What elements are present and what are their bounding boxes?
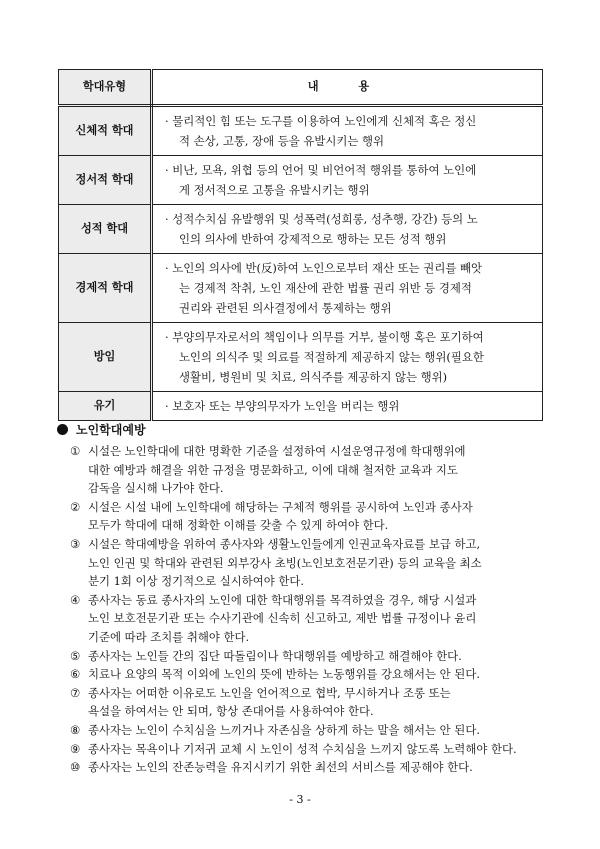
list-item: [57, 591, 547, 647]
section-title: [57, 419, 547, 439]
description-line: 는 경제적 착취, 노인 재산에 관한 법률 권리 위반 등 경제적: [179, 281, 472, 295]
item-text: [88, 758, 547, 777]
item-line: 욕설을 하여서는 안 되며, 항상 존대어를 사용하여야 한다.: [88, 704, 374, 719]
item-line: 기준에 따라 조치를 취해야 한다.: [88, 629, 250, 644]
description-line: 인의 의사에 반하여 강제적으로 행하는 모든 성적 행위: [179, 232, 447, 246]
table-row: [59, 254, 543, 323]
table-row: [59, 205, 543, 254]
page-number: - 3 -: [289, 793, 311, 806]
table-row: [59, 156, 543, 205]
list-item: [57, 721, 547, 740]
item-line: 종사자는 노인의 잔존능력을 유지시키기 위한 최선의 서비스를 제공해야 한다.: [88, 760, 473, 775]
item-line: 모두가 학대에 대해 정확한 이해를 갖출 수 있게 하여야 한다.: [88, 518, 389, 533]
item-number: ⑦: [70, 685, 81, 700]
item-text: [88, 665, 547, 684]
item-line: 노인 인권 및 학대와 관련된 외부강사 초빙(노인보호전문기관) 등의 교육을 최소: [88, 555, 482, 570]
item-line: 시설은 학대예방을 위하여 종사자와 생활노인들에게 인권교육자료를 보급 하고,: [88, 536, 481, 551]
abuse-description: [152, 392, 543, 421]
list-item: [57, 758, 547, 777]
item-number: ②: [70, 499, 81, 514]
description-line: · 비난, 모욕, 위협 등의 언어 및 비언어적 행위를 통하여 노인에: [165, 163, 477, 177]
header-content: 내 용: [152, 70, 543, 106]
description-line: · 성적수치심 유발행위 및 성폭력(성희롱, 성추행, 강간) 등의 노: [165, 212, 478, 226]
abuse-type-label: 신체적 학대: [59, 106, 152, 156]
item-text: [88, 442, 547, 498]
abuse-types-table: [58, 69, 543, 421]
item-line: 종사자는 동료 종사자의 노인에 대한 학대행위를 목격하였을 경우, 해당 시설과: [88, 592, 477, 607]
description-line: 생활비, 병원비 및 치료, 의식주를 제공하지 않는 행위): [179, 370, 448, 384]
description-line: · 부양의무자로서의 책임이나 의무를 거부, 불이행 혹은 포기하여: [165, 330, 484, 344]
abuse-type-label: 경제적 학대: [59, 254, 152, 323]
bullet-dot-icon: [57, 424, 68, 435]
abuse-type-label: 성적 학대: [59, 205, 152, 254]
abuse-description: [152, 254, 543, 323]
abuse-description: [152, 323, 543, 392]
table-header-row: [59, 70, 543, 106]
list-item: [57, 498, 547, 535]
item-line: 감독을 실시해 나가야 한다.: [88, 481, 224, 496]
item-number: ⑩: [70, 760, 81, 775]
table-row: [59, 106, 543, 156]
item-line: 노인 보호전문기관 또는 수사기관에 신속히 신고하고, 제반 법률 규정이나 윤리: [88, 611, 477, 626]
description-line: · 보호자 또는 부양의무자가 노인을 버리는 행위: [165, 399, 400, 413]
item-number: ④: [70, 592, 81, 607]
item-number: ③: [70, 536, 81, 551]
table-row: [59, 323, 543, 392]
description-line: 권리와 관련된 의사결정에서 통제하는 행위: [179, 301, 392, 315]
item-text: [88, 535, 547, 591]
list-item: [57, 740, 547, 759]
list-item: [57, 684, 547, 721]
description-line: · 노인의 의사에 반(反)하여 노인으로부터 재산 또는 권리를 빼앗: [165, 261, 482, 275]
item-line: 대한 예방과 해결을 위한 규정을 명문화하고, 이에 대해 철저한 교육과 지도: [88, 462, 458, 477]
item-line: 치료나 요양의 목적 이외에 노인의 뜻에 반하는 노동행위를 강요해서는 안 된다.: [88, 667, 480, 682]
abuse-description: [152, 106, 543, 156]
abuse-type-label: 정서적 학대: [59, 156, 152, 205]
item-line: 종사자는 목욕이나 기저귀 교체 시 노인이 성적 수치심을 느끼지 않도록 노력해야 한다.: [88, 741, 517, 756]
abuse-description: [152, 205, 543, 254]
item-text: [88, 740, 547, 759]
abuse-type-label: 방임: [59, 323, 152, 392]
description-line: 적 손상, 고통, 장애 등을 유발시키는 행위: [179, 134, 385, 148]
description-line: · 물리적인 힘 또는 도구를 이용하여 노인에게 신체적 혹은 정신: [165, 114, 477, 128]
prevention-list: [57, 442, 547, 777]
prevention-section: [57, 419, 547, 777]
abuse-description: [152, 156, 543, 205]
list-item: [57, 647, 547, 666]
table-row: [59, 392, 543, 421]
item-line: 종사자는 노인들 간의 집단 따돌림이나 학대행위를 예방하고 해결해야 한다.: [88, 648, 462, 663]
item-line: 시설은 노인학대에 대한 명확한 기준을 설정하여 시설운영규정에 학대행위에: [88, 444, 466, 458]
description-line: 노인의 의식주 및 의료를 적절하게 제공하지 않는 행위(필요한: [179, 350, 484, 364]
item-line: 종사자는 어떠한 이유로도 노인을 언어적으로 협박, 무시하거나 조롱 또는: [88, 685, 451, 700]
item-text: [88, 721, 547, 740]
header-type: 학대유형: [59, 70, 152, 106]
list-item: [57, 665, 547, 684]
item-line: 종사자는 노인이 수치심을 느끼거나 자존심을 상하게 하는 말을 해서는 안 된다.: [88, 722, 480, 737]
list-item: [57, 535, 547, 591]
item-number: ⑧: [70, 722, 81, 737]
item-number: ⑤: [70, 648, 81, 663]
item-text: [88, 647, 547, 666]
section-title-text: 노인학대예방: [76, 422, 146, 437]
item-text: [88, 591, 547, 647]
description-line: 게 정서적으로 고통을 유발시키는 행위: [179, 183, 370, 197]
abuse-type-label: 유기: [59, 392, 152, 421]
item-line: 분기 1회 이상 정기적으로 실시하여야 한다.: [88, 574, 305, 589]
item-number: ①: [70, 444, 81, 458]
item-number: ⑨: [70, 741, 81, 756]
item-text: [88, 498, 547, 535]
item-number: ⑥: [70, 667, 81, 682]
item-text: [88, 684, 547, 721]
item-line: 시설은 시설 내에 노인학대에 해당하는 구체적 행위를 공시하여 노인과 종사자: [88, 499, 473, 514]
list-item: [57, 442, 547, 498]
